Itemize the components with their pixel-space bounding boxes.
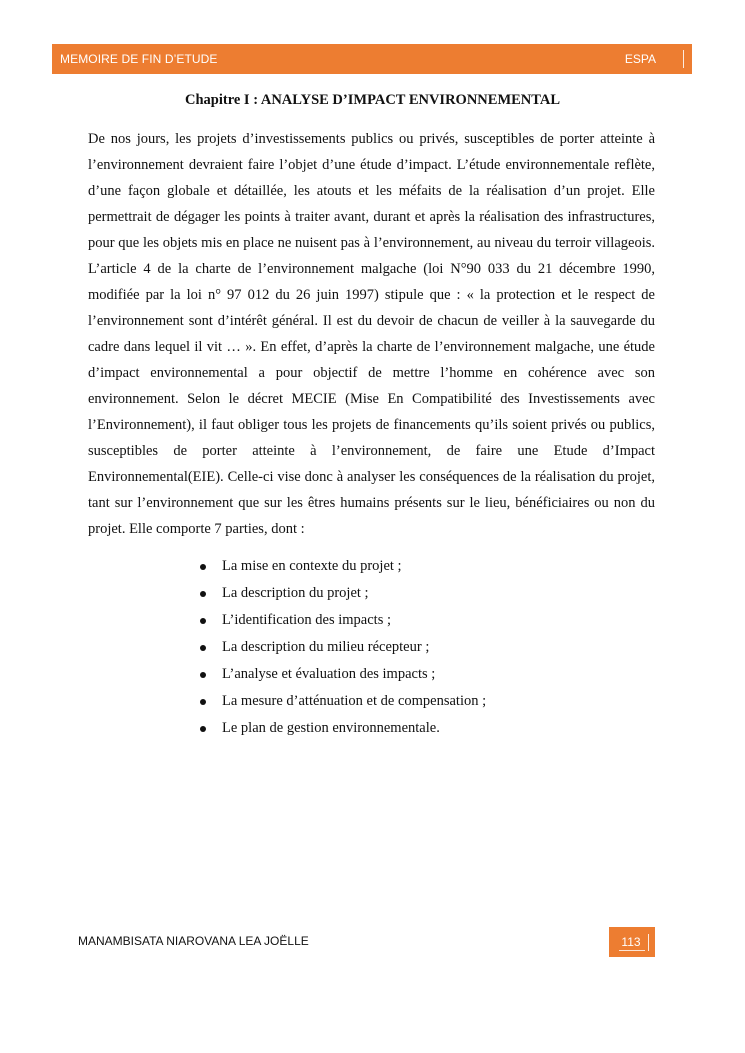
list-item-text: La mise en contexte du projet ; — [222, 558, 402, 574]
bullet-icon — [200, 672, 206, 678]
list-item-text: La mesure d’atténuation et de compensation ; — [222, 693, 487, 709]
bullet-icon — [200, 618, 206, 624]
list-item — [196, 553, 616, 580]
list-item — [196, 580, 616, 607]
bullet-icon — [200, 726, 206, 732]
list-item-text: L’analyse et évaluation des impacts ; — [222, 666, 436, 682]
list-item — [196, 607, 616, 634]
list-item-text: La description du milieu récepteur ; — [222, 639, 430, 655]
parts-list — [196, 553, 616, 742]
bullet-icon — [200, 591, 206, 597]
bullet-icon — [200, 699, 206, 705]
list-item — [196, 661, 616, 688]
list-item-text: Le plan de gestion environnementale. — [222, 720, 440, 736]
bullet-icon — [200, 645, 206, 651]
header-school: ESPA — [624, 52, 656, 66]
page-number-divider — [648, 934, 649, 951]
bullet-icon — [200, 564, 206, 570]
body-paragraph: De nos jours, les projets d’investissements publics ou privés, susceptibles de porter atteinte à l’environnement devraient faire l’objet d’une étude d’impact. L’étude environnementale reflète, d’une façon globale et détaillée, les atouts et les méfaits de la réalisation d’un projet. Elle permettrait de dégager les points à traiter avant, durant et après la réalisation des infrastructures, pour que les objets mis en place ne nuisent pas à l’environnement, au niveau du terroir villageois. L’article 4 de la charte de l’environnement malgache (loi N°90 033 du 21 décembre 1990, modifiée par la loi n° 97 012 du 26 juin 1997) stipule que : « la protection et le respect de l’environnement sont d’intérêt général. Il est du devoir de chacun de veiller à la sauvegarde du cadre dans lequel il vit … ». En effet, d’après la charte de l’environnement malgache, une étude d’impact environnemental a pour objectif de mettre l’homme en cohérence avec son environnement. Selon le décret MECIE (Mise En Compatibilité des Investissements avec l’Environnement), il faut obliger tous les projets de financements qu’ils soient privés ou publics, susceptibles de porter atteinte à l’environnement, de faire une Etude d’Impact Environnemental(EIE). Celle-ci vise donc à analyser les conséquences de la réalisation du projet, tant sur l’environnement que sur les êtres humains présents sur le lieu, bénéficiaires ou non du projet. Elle comporte 7 parties, dont : — [88, 131, 655, 537]
header-divider — [683, 50, 684, 68]
page-number-box — [609, 927, 655, 957]
list-item — [196, 634, 616, 661]
list-item — [196, 715, 616, 742]
page-header — [52, 44, 692, 74]
list-item — [196, 688, 616, 715]
chapter-title: Chapitre I : ANALYSE D’IMPACT ENVIRONNEMENTAL — [184, 92, 561, 108]
list-item-text: La description du projet ; — [222, 585, 369, 601]
page-number-underline — [619, 950, 645, 951]
list-item-text: L’identification des impacts ; — [222, 612, 391, 628]
page-number: 113 — [621, 935, 641, 949]
footer-author: MANAMBISATA NIAROVANA LEA JOËLLE — [78, 934, 309, 948]
header-document-type: MEMOIRE DE FIN D’ETUDE — [60, 52, 218, 66]
